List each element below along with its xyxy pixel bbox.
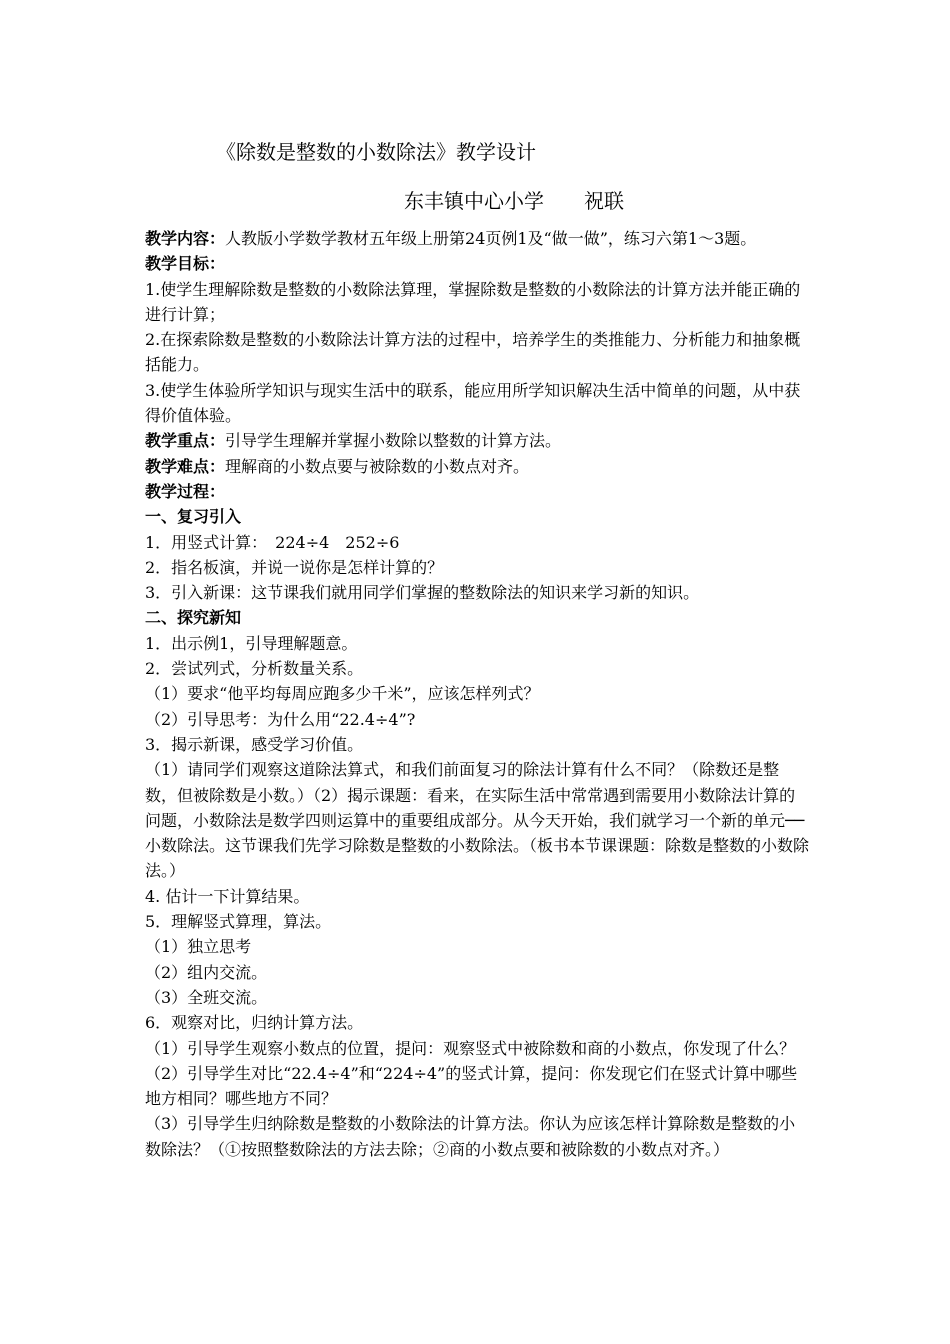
content-label: 教学内容： — [145, 229, 226, 248]
section-heading: 二、探究新知 — [145, 608, 242, 628]
content-text: 人教版小学数学教材五年级上册第24页例1及“做一做”，练习六第1～3题。 — [225, 229, 757, 248]
key-point-label: 教学重点： — [145, 431, 226, 451]
process-item: 2．尝试列式，分析数量关系。 — [145, 659, 364, 679]
section-heading: 一、复习引入 — [145, 507, 242, 527]
process-item: （2）组内交流。 — [145, 962, 268, 982]
difficulty-paragraph — [145, 454, 810, 479]
document-body — [145, 226, 810, 1162]
process-item: 6．观察对比，归纳计算方法。 — [145, 1013, 364, 1033]
process-item: （2）引导思考：为什么用“22.4÷4”? — [145, 709, 416, 729]
content-paragraph — [145, 226, 810, 251]
process-item: （3）引导学生归纳除数是整数的小数除法的计算方法。你认为应该怎样计算除数是整数的小数除法？（①按照整数除法的方法去除；②商的小数点要和被除数的小数点对齐。） — [145, 1114, 796, 1159]
process-item: 1．用竖式计算： 224÷4 252÷6 — [145, 532, 400, 552]
process-item: （1）请同学们观察这道除法算式，和我们前面复习的除法计算有什么不同？（除数还是整数，但被除数是小数。）（2）揭示课题：看来，在实际生活中常常遇到需要用小数除法计算的问题，小数除法是数学四则运算中的重要组成部分。从今天开始，我们就学习一个新的单元──小数除法。这节课我们先学习除数是整数的小数除法。（板书本节课课题：除数是整数的小数除法。） — [145, 760, 810, 881]
key-point-paragraph — [145, 428, 810, 453]
process-item: （1）引导学生观察小数点的位置，提问：观察竖式中被除数和商的小数点，你发现了什么？ — [145, 1038, 796, 1058]
difficulty-label: 教学难点： — [145, 456, 226, 476]
document-title: 《除数是整数的小数除法》教学设计 — [216, 140, 536, 164]
process-label: 教学过程： — [145, 481, 226, 501]
process-item: （2）引导学生对比“22.4÷4”和“224÷4”的竖式计算，提问：你发现它们在竖式计算中哪些地方相同？哪些地方不同？ — [145, 1063, 798, 1109]
process-item: 3．揭示新课，感受学习价值。 — [145, 734, 364, 754]
process-item: 3．引入新课：这节课我们就用同学们掌握的整数除法的知识来学习新的知识。 — [145, 583, 700, 603]
difficulty-text: 理解商的小数点要与被除数的小数点对齐。 — [225, 456, 530, 476]
process-item: 4. 估计一下计算结果。 — [145, 886, 310, 906]
process-item: （3）全班交流。 — [145, 987, 268, 1007]
goal-item: 2.在探索除数是整数的小数除法计算方法的过程中，培养学生的类推能力、分析能力和抽象概括能力。 — [145, 330, 801, 375]
process-item: 1．出示例1，引导理解题意。 — [145, 633, 358, 653]
goal-item: 1.使学生理解除数是整数的小数除法算理，掌握除数是整数的小数除法的计算方法并能正确的进行计算； — [145, 279, 801, 324]
process-item: （1）独立思考 — [145, 937, 252, 957]
goals-label: 教学目标： — [145, 254, 226, 274]
author-line — [404, 187, 624, 215]
author-name: 祝联 — [584, 189, 624, 213]
process-item: （1）要求“他平均每周应跑多少千米”，应该怎样列式？ — [145, 684, 540, 704]
process-item: 5．理解竖式算理，算法。 — [145, 912, 332, 932]
key-point-text: 引导学生理解并掌握小数除以整数的计算方法。 — [225, 431, 562, 451]
school-name: 东丰镇中心小学 — [404, 189, 544, 213]
process-item: 2．指名板演，并说一说你是怎样计算的？ — [145, 557, 444, 577]
goal-item: 3.使学生体验所学知识与现实生活中的联系，能应用所学知识解决生活中简单的问题，从中获得价值体验。 — [145, 380, 801, 426]
